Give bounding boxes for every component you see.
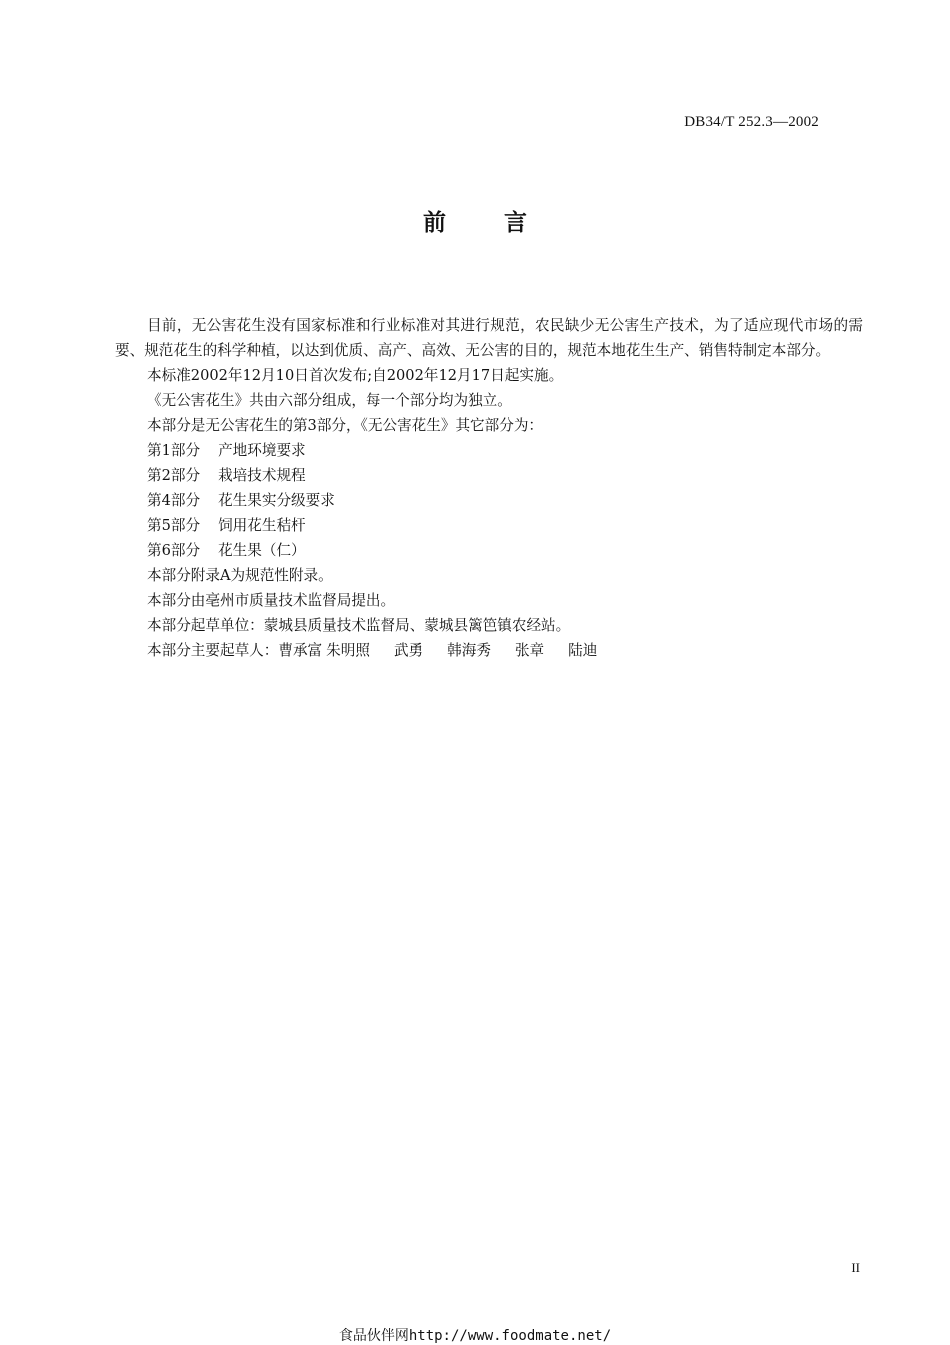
part-number: 第5部分	[147, 517, 201, 534]
proposer-paragraph: 本部分由亳州市质量技术监督局提出。	[147, 592, 396, 609]
drafter-name: 朱明照	[326, 642, 370, 659]
standard-code: DB34/T 252.3—2002	[684, 114, 819, 130]
part-item	[115, 513, 863, 538]
part-number: 第2部分	[147, 467, 201, 484]
part-number: 第4部分	[147, 492, 201, 509]
drafter-name: 张章	[514, 642, 545, 659]
drafter-name: 曹承富	[278, 642, 323, 659]
part-name: 栽培技术规程	[218, 467, 306, 484]
other-parts-paragraph: 本部分是无公害花生的第3部分，《无公害花生》其它部分为：	[147, 417, 544, 434]
part-item	[115, 538, 863, 563]
part-name: 产地环境要求	[218, 442, 306, 459]
title-char-2: 言	[504, 210, 527, 236]
release-paragraph: 本标准2002年12月10日首次发布;自2002年12月17日起实施。	[147, 367, 564, 384]
drafting-units-paragraph: 本部分起草单位：蒙城县质量技术监督局、蒙城县篱笆镇农经站。	[147, 617, 571, 634]
intro-paragraph: 目前，无公害花生没有国家标准和行业标准对其进行规范，农民缺少无公害生产技术，为了适应现代市场的需要、规范花生的科学种植，以达到优质、高产、高效、无公害的目的，规范本地花生生产、销售特制定本部分。	[115, 317, 863, 359]
footer-site-name: 食品伙伴网	[338, 1328, 409, 1344]
drafter-name: 韩海秀	[447, 642, 491, 659]
appendix-paragraph: 本部分附录A为规范性附录。	[147, 567, 333, 584]
drafters-paragraph	[115, 638, 863, 663]
part-number: 第6部分	[147, 542, 201, 559]
footer-watermark	[0, 1325, 950, 1345]
part-name: 饲用花生秸杆	[218, 517, 306, 534]
part-name: 花生果实分级要求	[218, 492, 335, 509]
part-number: 第1部分	[147, 442, 201, 459]
drafters-label: 本部分主要起草人：	[147, 642, 279, 659]
page-title	[0, 204, 950, 237]
drafter-name: 陆迪	[568, 642, 598, 659]
part-item	[115, 463, 863, 488]
page-number: II	[851, 1260, 860, 1275]
part-name: 花生果（仁）	[218, 542, 306, 559]
preface-body	[115, 313, 863, 663]
part-item	[115, 438, 863, 463]
title-char-1: 前	[423, 210, 446, 236]
footer-url-link[interactable]: http://www.foodmate.net/	[408, 1328, 612, 1344]
composition-paragraph: 《无公害花生》共由六部分组成，每一个部分均为独立。	[147, 392, 512, 409]
drafter-name: 武勇	[393, 642, 424, 659]
part-item	[115, 488, 863, 513]
